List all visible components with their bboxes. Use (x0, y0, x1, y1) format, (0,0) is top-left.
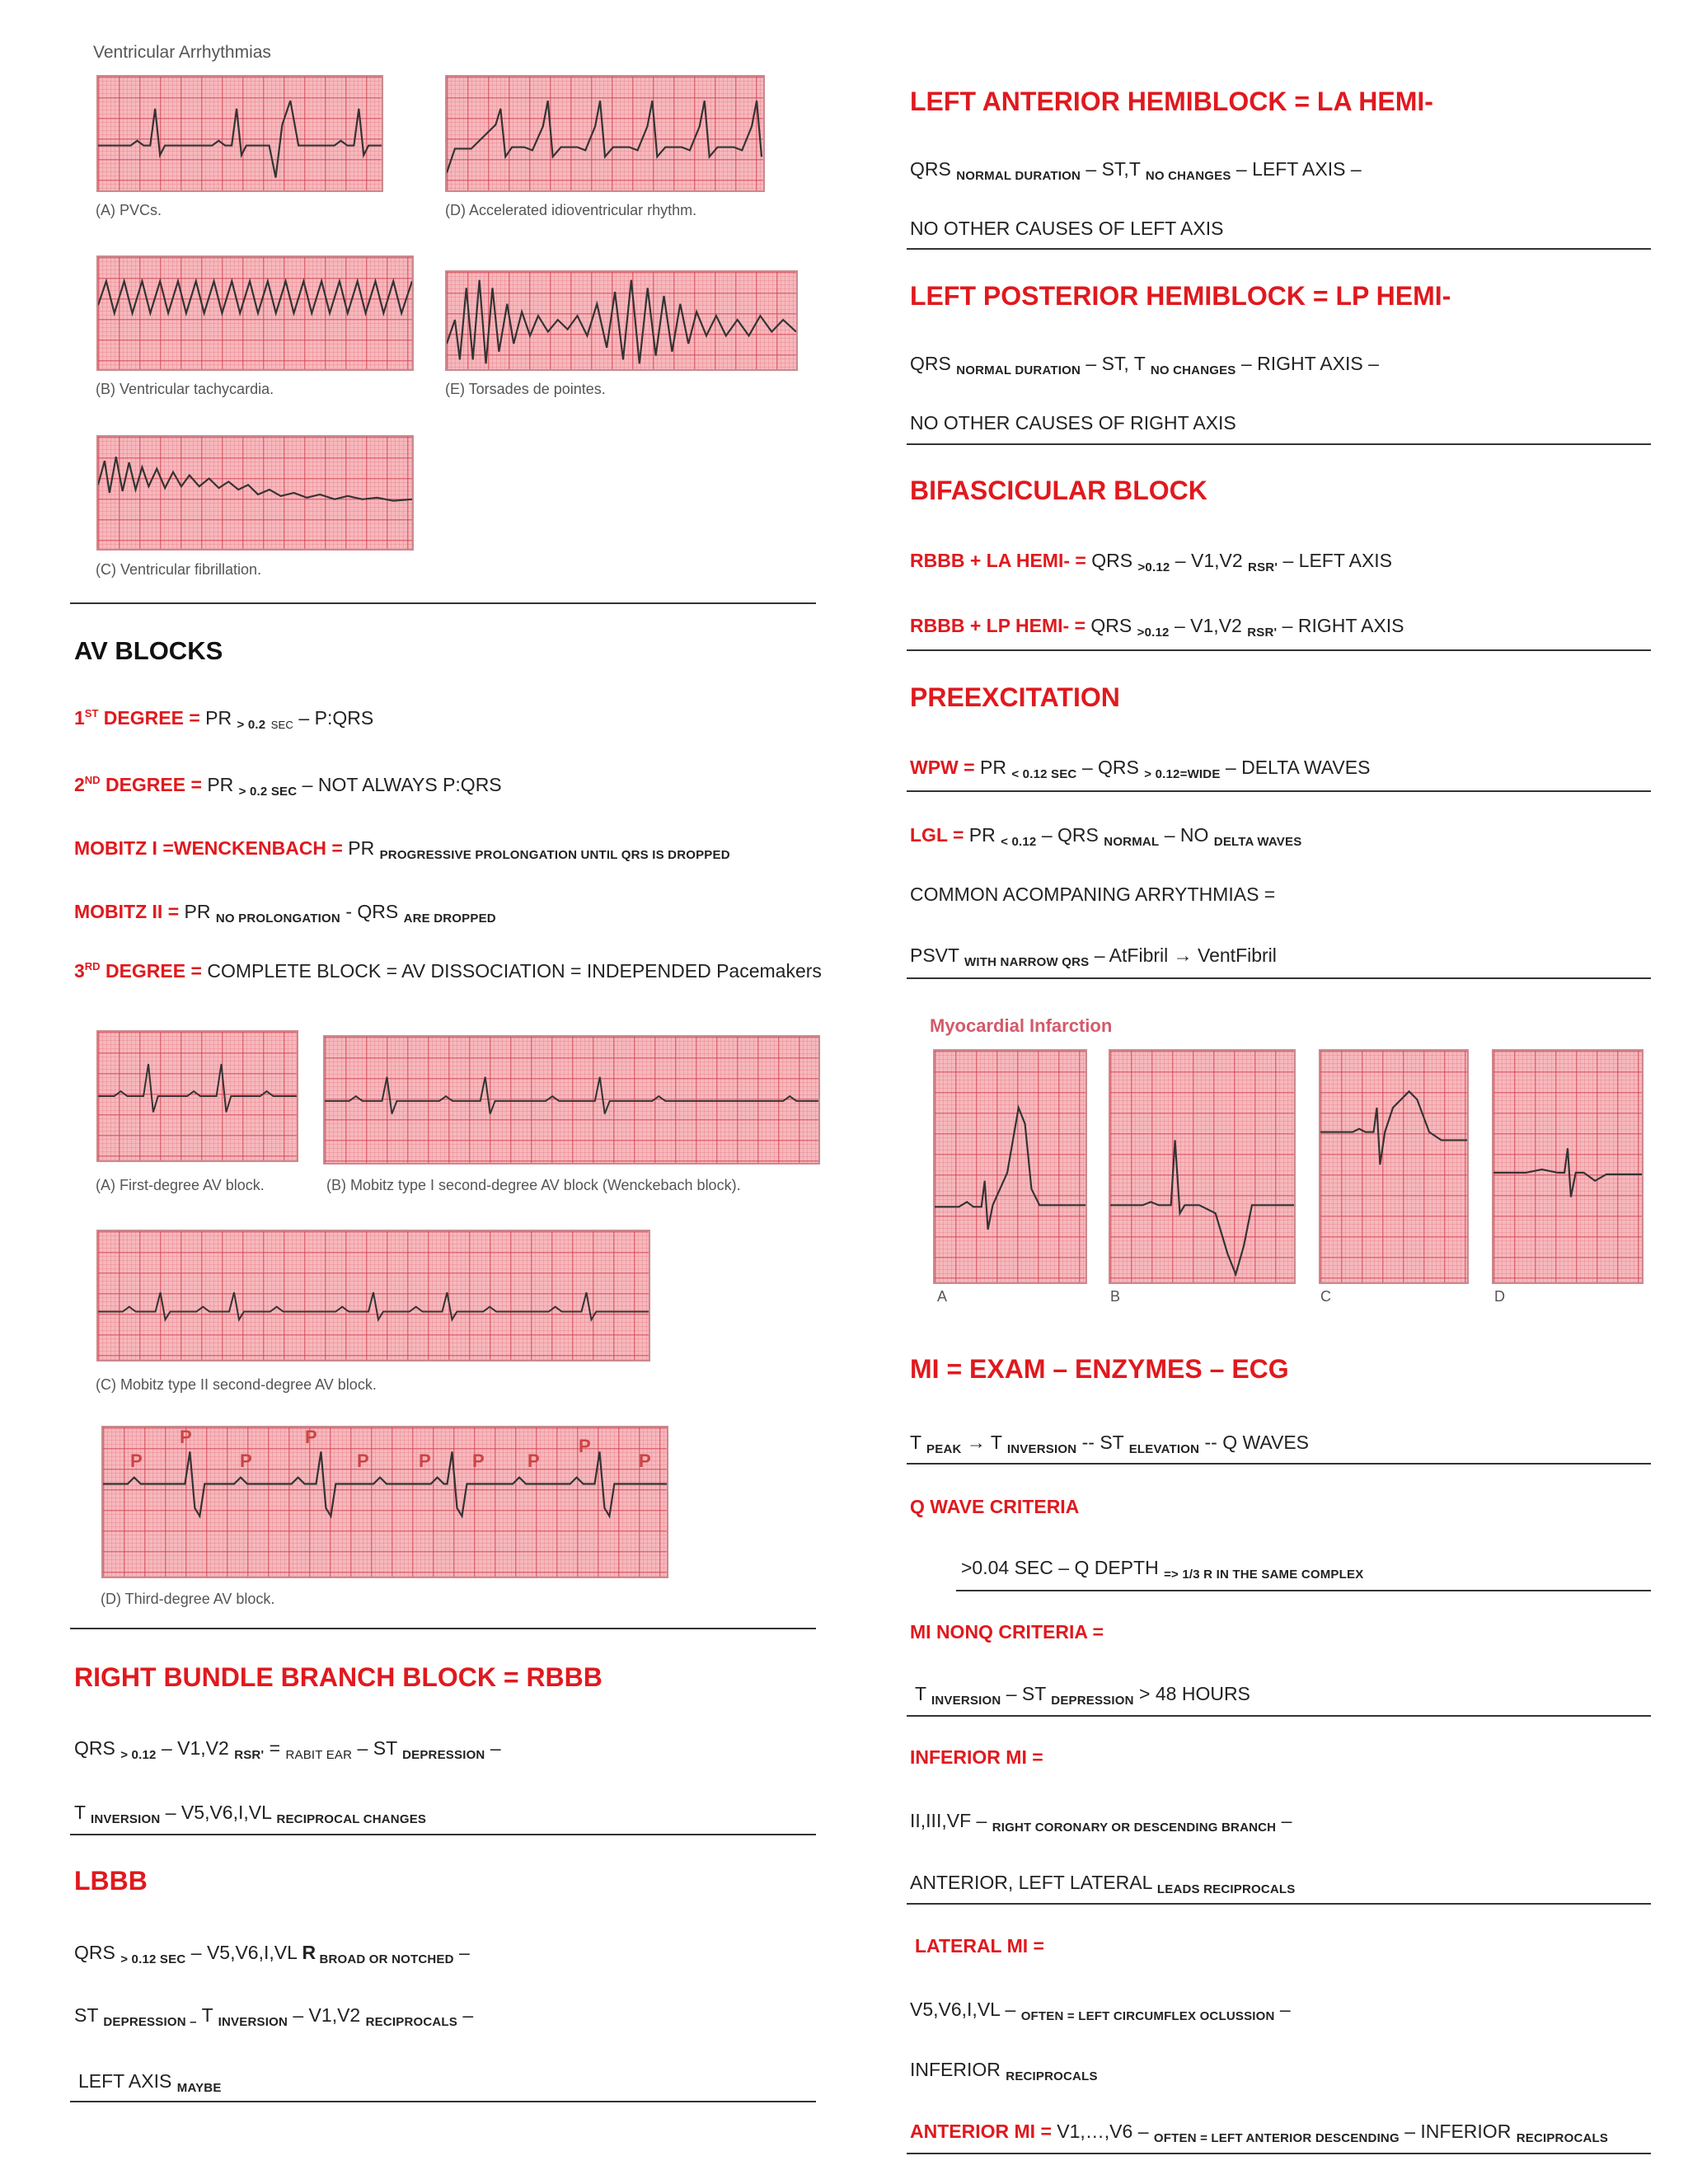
bifascicular-heading: BIFASCICULAR BLOCK (910, 476, 1207, 505)
q-wave-criteria-heading: Q WAVE CRITERIA (910, 1496, 1080, 1517)
inferior-mi-heading: INFERIOR MI = (910, 1746, 1043, 1768)
common-arrhythmias-line: COMMON ACOMPANING ARRYTHMIAS = (910, 883, 1276, 905)
lbbb-line-2: ST $_{DEPRESSION -}$ T $_{INVERSION}$ – V1,V2 $_{RECIPROCALS}$ – (74, 2004, 474, 2029)
divider (907, 649, 1651, 651)
mi-label-a: A (937, 1288, 948, 1305)
caption-pvcs: (A) PVCs. (96, 202, 162, 218)
p-wave-label: P (419, 1451, 431, 1471)
ecg-mi-b (1109, 1049, 1296, 1284)
caption-vt: (B) Ventricular tachycardia. (96, 381, 274, 397)
inferior-mi-line-1: II,III,VF – $_{RIGHT CORONARY OR DESCENDING BRANCH}$ – (910, 1810, 1292, 1835)
divider (907, 2153, 1651, 2154)
p-wave-label: P (305, 1427, 317, 1447)
ecg-strip-pvcs (96, 75, 383, 192)
la-hemiblock-line-2: NO OTHER CAUSES OF LEFT AXIS (910, 218, 1224, 239)
ecg-mi-c (1319, 1049, 1469, 1284)
divider (907, 1463, 1651, 1465)
av-blocks-heading: AV BLOCKS (74, 636, 223, 665)
divider (907, 1715, 1651, 1717)
vent-figure-title: Ventricular Arrhythmias (93, 43, 271, 62)
ecg-strip-first-degree (96, 1030, 298, 1162)
caption-wenckebach: (B) Mobitz type I second-degree AV block (Wenckebach block). (326, 1177, 741, 1193)
p-wave-label: P (240, 1451, 252, 1471)
preexcitation-heading: PREEXCITATION (910, 682, 1120, 712)
divider (70, 2101, 816, 2102)
caption-torsades: (E) Torsades de pointes. (445, 381, 606, 397)
ecg-mi-d (1492, 1049, 1643, 1284)
mi-label-d: D (1494, 1288, 1505, 1305)
anterior-mi-line: ANTERIOR MI = V1,…,V6 – $_{OFTEN = LEFT ANTERIOR DESCENDING}$ – INFERIOR $_{RECIPROCALS}$ (910, 2121, 1609, 2145)
ecg-strip-vf (96, 435, 414, 551)
third-degree-av-block: 3RD DEGREE = COMPLETE BLOCK = AV DISSOCIATION = INDEPENDED Pacemakers (74, 960, 822, 982)
lateral-mi-heading: LATERAL MI = (915, 1935, 1044, 1957)
mi-evolution-line: T $_{PEAK}$ → T $_{INVERSION}$ -- ST $_{ELEVATION}$ -- Q WAVES (910, 1432, 1310, 1456)
caption-aivr: (D) Accelerated idioventricular rhythm. (445, 202, 697, 218)
caption-first-degree: (A) First-degree AV block. (96, 1177, 265, 1193)
ecg-strip-aivr (445, 75, 765, 192)
lp-hemiblock-line-2: NO OTHER CAUSES OF RIGHT AXIS (910, 412, 1236, 434)
ecg-strip-mobitz-2 (96, 1230, 650, 1361)
p-wave-label: P (357, 1451, 369, 1471)
ecg-strip-wenckebach (323, 1035, 820, 1165)
lp-hemiblock-line-1: QRS $_{NORMAL DURATION}$ – ST, T $_{NO CHANGES}$ – RIGHT AXIS – (910, 353, 1379, 377)
divider (70, 1834, 816, 1835)
lateral-mi-line-1: V5,V6,I,VL – $_{OFTEN = LEFT CIRCUMFLEX OCLUSSION}$ – (910, 1999, 1291, 2023)
mobitz-2-av-block: MOBITZ II = PR $_{NO PROLONGATION}$ - QRS $_{ARE DROPPED}$ (74, 901, 496, 926)
mobitz-1-av-block: MOBITZ I =WENCKENBACH = PR $_{PROGRESSIVE PROLONGATION UNTIL QRS IS DROPPED}$ (74, 837, 730, 862)
wpw-line: WPW = PR $_{< 0.12 SEC}$ – QRS $_{> 0.12=WIDE}$ – DELTA WAVES (910, 757, 1371, 781)
second-degree-av-block: 2ND DEGREE = PR $_{> 0.2 SEC}$ – NOT ALWAYS P:QRS (74, 774, 502, 799)
bifascicular-line-1: RBBB + LA HEMI- = QRS $_{>0.12}$ – V1,V2 $_{RSR'}$ – LEFT AXIS (910, 550, 1393, 574)
p-wave-label: P (130, 1451, 143, 1471)
lbbb-heading: LBBB (74, 1866, 148, 1896)
lateral-mi-line-2: INFERIOR $_{RECIPROCALS}$ (910, 2059, 1098, 2083)
q-wave-criteria-line: >0.04 SEC – Q DEPTH $_{=> 1/3 R IN THE SAME COMPLEX}$ (961, 1557, 1364, 1582)
caption-vf: (C) Ventricular fibrillation. (96, 561, 262, 578)
ecg-strip-torsades (445, 270, 798, 371)
divider (907, 248, 1651, 250)
p-wave-label: P (639, 1451, 651, 1471)
divider (70, 1628, 816, 1629)
first-degree-av-block: 1ST DEGREE = PR $_{> 0.2}$ $_{SEC}$ – P:QRS (74, 707, 374, 732)
rbbb-line-2: T $_{INVERSION}$ – V5,V6,I,VL $_{RECIPROCAL CHANGES}$ (74, 1802, 427, 1826)
p-wave-label: P (472, 1451, 485, 1471)
mi-label-b: B (1110, 1288, 1121, 1305)
mi-heading: MI = EXAM – ENZYMES – ECG (910, 1354, 1289, 1384)
divider (907, 790, 1651, 792)
lbbb-line-3: LEFT AXIS $_{MAYBE}$ (78, 2070, 222, 2095)
divider (907, 443, 1651, 445)
divider (907, 977, 1651, 979)
la-hemiblock-heading: LEFT ANTERIOR HEMIBLOCK = LA HEMI- (910, 87, 1433, 116)
divider (907, 1903, 1651, 1905)
p-wave-label: P (528, 1451, 540, 1471)
inferior-mi-line-2: ANTERIOR, LEFT LATERAL $_{LEADS RECIPROCALS}$ (910, 1872, 1296, 1896)
caption-mobitz-2: (C) Mobitz type II second-degree AV block. (96, 1376, 377, 1393)
rbbb-line-1: QRS $_{> 0.12}$ – V1,V2 $_{RSR'}$ = $_{RABIT EAR}$ – ST $_{DEPRESSION}$ – (74, 1737, 501, 1762)
bifascicular-line-2: RBBB + LP HEMI- = QRS $_{>0.12}$ – V1,V2 $_{RSR'}$ – RIGHT AXIS (910, 615, 1404, 640)
lp-hemiblock-heading: LEFT POSTERIOR HEMIBLOCK = LP HEMI- (910, 281, 1451, 311)
p-wave-label: P (180, 1427, 192, 1447)
lgl-line: LGL = PR $_{< 0.12}$ – QRS $_{NORMAL}$ – NO $_{DELTA WAVES}$ (910, 824, 1302, 849)
p-wave-label: P (579, 1436, 591, 1456)
lbbb-line-1: QRS $_{> 0.12 SEC}$ – V5,V6,I,VL R $_{BROAD OR NOTCHED}$ – (74, 1942, 470, 1966)
mi-figure-title: Myocardial Infarction (930, 1015, 1113, 1036)
la-hemiblock-line-1: QRS $_{NORMAL DURATION}$ – ST,T $_{NO CHANGES}$ – LEFT AXIS – (910, 158, 1362, 183)
divider (956, 1590, 1651, 1591)
caption-third-degree: (D) Third-degree AV block. (101, 1591, 275, 1607)
psvt-line: PSVT $_{WITH NARROW QRS}$ – AtFibril → VentFibril (910, 944, 1277, 969)
divider (70, 602, 816, 604)
rbbb-heading: RIGHT BUNDLE BRANCH BLOCK = RBBB (74, 1662, 603, 1692)
ecg-mi-a (933, 1049, 1087, 1284)
mi-label-c: C (1320, 1288, 1331, 1305)
mi-nonq-line: T $_{INVERSION}$ – ST $_{DEPRESSION}$ > 48 HOURS (915, 1683, 1250, 1708)
ecg-strip-vt (96, 255, 414, 371)
mi-nonq-heading: MI NONQ CRITERIA = (910, 1621, 1104, 1643)
